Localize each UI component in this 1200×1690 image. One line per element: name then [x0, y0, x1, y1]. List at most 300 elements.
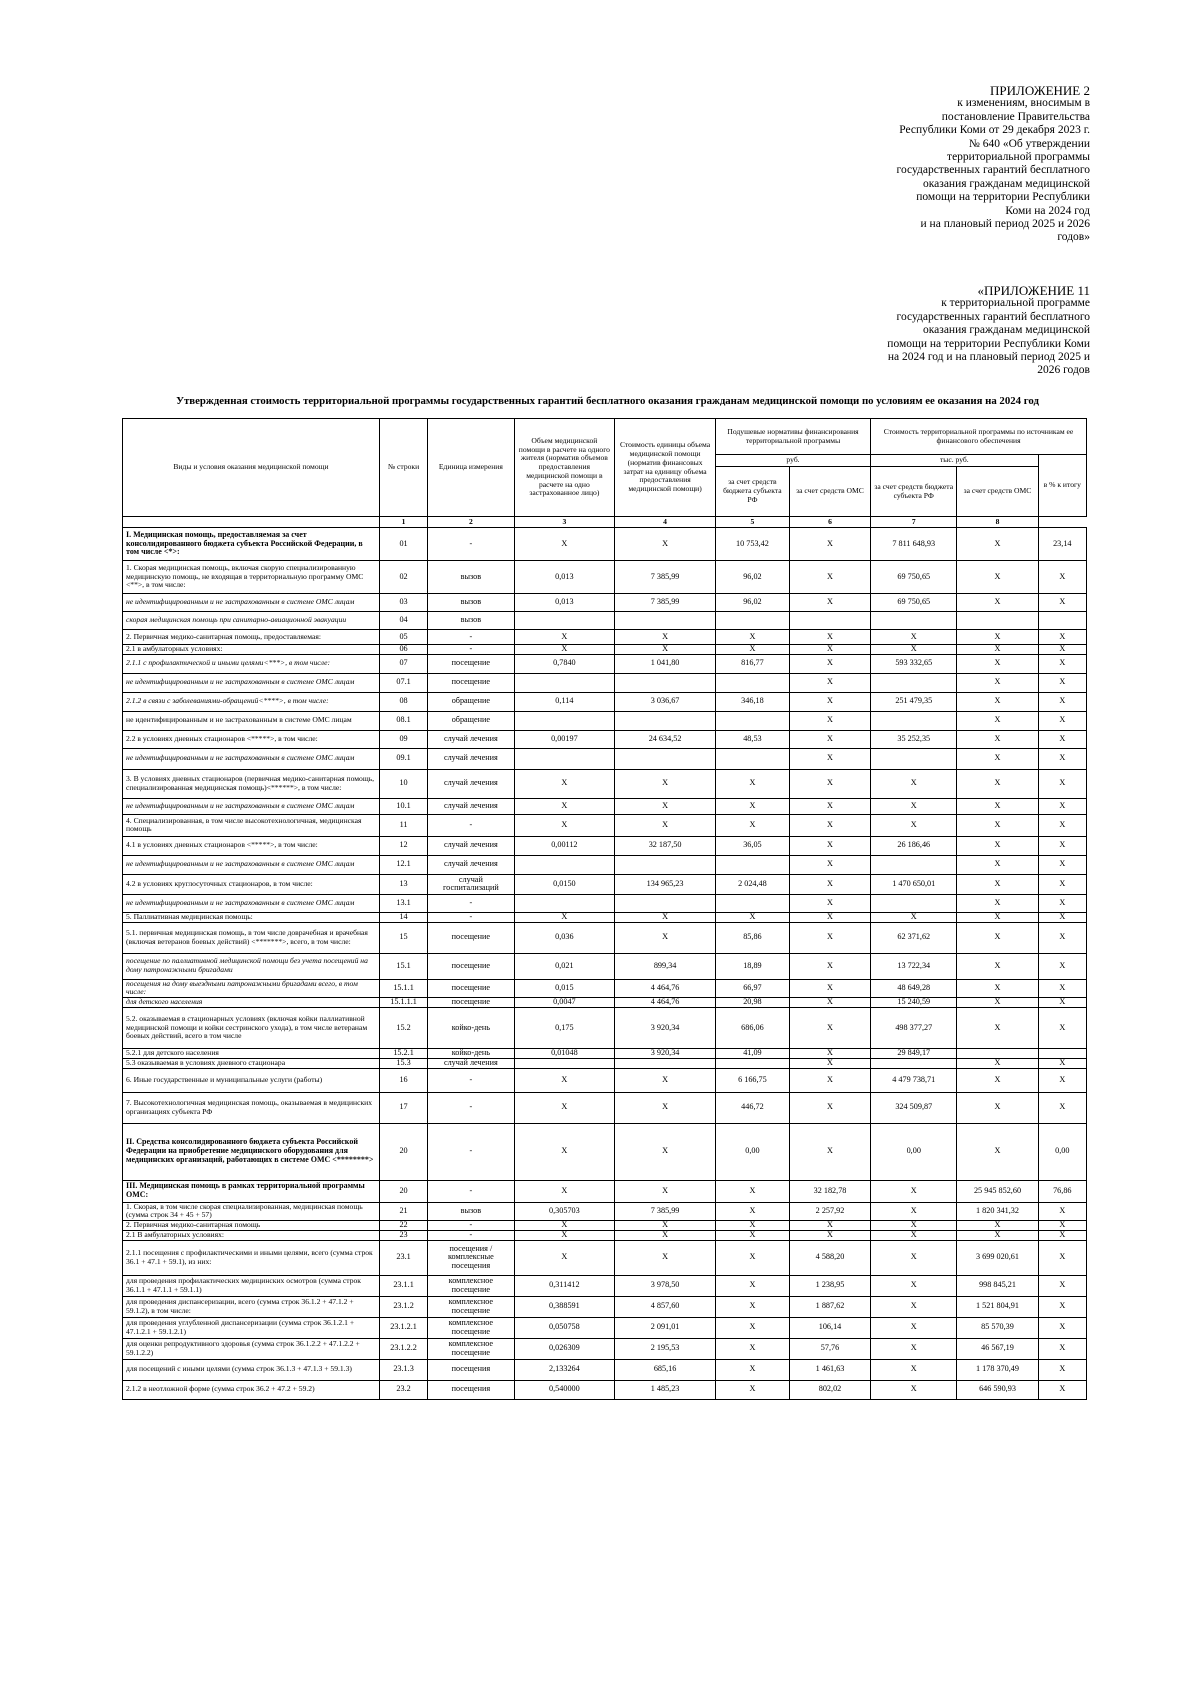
- row-unit: -: [428, 814, 514, 836]
- row-value: X: [1038, 836, 1086, 855]
- table-row: [123, 673, 1087, 692]
- row-value: X: [1038, 1240, 1086, 1275]
- row-value: X: [715, 630, 789, 645]
- row-number: 15.1: [379, 953, 427, 979]
- column-number: 7: [871, 517, 957, 528]
- row-value: 4 479 738,71: [871, 1068, 957, 1092]
- table-row: [123, 630, 1087, 645]
- row-unit: койко-день: [428, 1048, 514, 1058]
- row-value: [615, 748, 716, 769]
- row-value: 1 521 804,91: [957, 1296, 1038, 1317]
- row-value: 6 166,75: [715, 1068, 789, 1092]
- table-row: [123, 1123, 1087, 1180]
- table-row: [123, 561, 1087, 594]
- row-unit: -: [428, 528, 514, 561]
- row-unit: -: [428, 912, 514, 922]
- row-value: 3 036,67: [615, 692, 716, 711]
- table-row: [123, 594, 1087, 612]
- row-unit: посещения / комплексные посещения: [428, 1240, 514, 1275]
- row-unit: -: [428, 1180, 514, 1202]
- row-unit: койко-день: [428, 1007, 514, 1048]
- row-label: 4.2 в условиях круглосуточных стационаров, в том числе:: [123, 874, 380, 894]
- table-body: [123, 528, 1087, 1400]
- row-value: X: [957, 894, 1038, 912]
- column-number: 1: [379, 517, 427, 528]
- row-value: X: [1038, 1296, 1086, 1317]
- row-value: X: [957, 528, 1038, 561]
- row-unit: посещения: [428, 1359, 514, 1380]
- row-value: X: [1038, 1380, 1086, 1399]
- row-value: X: [1038, 1230, 1086, 1240]
- col-pct-header: в % к итогу: [1038, 455, 1086, 517]
- row-value: X: [957, 953, 1038, 979]
- row-value: X: [789, 748, 870, 769]
- row-value: X: [1038, 979, 1086, 998]
- appendix-text-2: к территориальной программе государственных гарантий бесплатного оказания гражданам медицинской помощи на территории Республики Коми на 2024 год и на плановый период 2025 и 2026 годов: [887, 297, 1090, 377]
- row-value: 32 187,50: [615, 836, 716, 855]
- row-value: X: [789, 654, 870, 673]
- row-value: [871, 894, 957, 912]
- row-value: X: [871, 1221, 957, 1231]
- row-value: X: [789, 1230, 870, 1240]
- table-row: [123, 528, 1087, 561]
- row-value: [871, 612, 957, 630]
- row-value: 0,305703: [514, 1202, 615, 1221]
- row-value: 2,133264: [514, 1359, 615, 1380]
- row-value: 998 845,21: [957, 1275, 1038, 1296]
- row-number: 20: [379, 1180, 427, 1202]
- row-value: [514, 748, 615, 769]
- row-value: X: [514, 814, 615, 836]
- row-value: [514, 711, 615, 730]
- appendix-text-1: к изменениям, вносимым в постановление Правительства Республики Коми от 29 декабря 2023 г. № 640 «Об утверждении территориальной программы государственных гарантий бесплатного оказания гражданам медицинской помощи на территории Республики Коми на 2024 год и на плановый период 2025 и 2026 годов»: [896, 97, 1090, 244]
- row-number: 23.1.2.1: [379, 1317, 427, 1338]
- row-value: X: [789, 912, 870, 922]
- row-value: 1 178 370,49: [957, 1359, 1038, 1380]
- col-rub-header: руб.: [715, 455, 870, 467]
- row-unit: -: [428, 894, 514, 912]
- row-value: 13 722,34: [871, 953, 957, 979]
- row-value: X: [1038, 1092, 1086, 1123]
- row-value: 4 464,76: [615, 998, 716, 1008]
- row-value: 85,86: [715, 922, 789, 953]
- row-value: X: [615, 769, 716, 798]
- row-label: 1. Скорая, в том числе скорая специализированная, медицинская помощь (сумма строк 34 + 45 + 57): [123, 1202, 380, 1221]
- row-value: X: [1038, 953, 1086, 979]
- row-number: 04: [379, 612, 427, 630]
- row-value: 7 385,99: [615, 594, 716, 612]
- row-unit: случай лечения: [428, 798, 514, 814]
- row-value: 66,97: [715, 979, 789, 998]
- row-unit: -: [428, 1230, 514, 1240]
- row-value: X: [715, 814, 789, 836]
- row-value: X: [789, 561, 870, 594]
- row-value: 0,021: [514, 953, 615, 979]
- row-value: X: [615, 528, 716, 561]
- row-value: X: [514, 528, 615, 561]
- row-number: 20: [379, 1123, 427, 1180]
- row-value: 32 182,78: [789, 1180, 870, 1202]
- row-value: X: [1038, 1275, 1086, 1296]
- row-number: 17: [379, 1092, 427, 1123]
- col-trub-header: тыс. руб.: [871, 455, 1038, 467]
- row-unit: обращение: [428, 692, 514, 711]
- row-unit: посещения: [428, 1380, 514, 1399]
- row-value: [514, 612, 615, 630]
- row-value: 76,86: [1038, 1180, 1086, 1202]
- row-number: 15.3: [379, 1058, 427, 1068]
- row-value: [715, 894, 789, 912]
- row-value: 20,98: [715, 998, 789, 1008]
- row-value: 685,16: [615, 1359, 716, 1380]
- row-label: I. Медицинская помощь, предоставляемая за счет консолидированного бюджета субъекта Российской Федерации, в том числе <*>:: [123, 528, 380, 561]
- row-value: 0,0047: [514, 998, 615, 1008]
- row-number: 07: [379, 654, 427, 673]
- row-value: X: [1038, 798, 1086, 814]
- row-value: 324 509,87: [871, 1092, 957, 1123]
- row-value: 0,050758: [514, 1317, 615, 1338]
- table-row: [123, 1068, 1087, 1092]
- table-row: [123, 1221, 1087, 1231]
- row-value: [514, 894, 615, 912]
- row-value: X: [871, 1240, 957, 1275]
- row-value: 4 588,20: [789, 1240, 870, 1275]
- row-value: 0,0150: [514, 874, 615, 894]
- row-value: 3 699 020,61: [957, 1240, 1038, 1275]
- row-value: [1038, 1048, 1086, 1058]
- row-number: 21: [379, 1202, 427, 1221]
- row-value: 4 464,76: [615, 979, 716, 998]
- row-value: X: [871, 1317, 957, 1338]
- row-value: X: [789, 645, 870, 655]
- table-row: [123, 1230, 1087, 1240]
- row-number: 23.1.3: [379, 1359, 427, 1380]
- table-row: [123, 1380, 1087, 1399]
- row-number: 15.1.1.1: [379, 998, 427, 1008]
- table-row: [123, 798, 1087, 814]
- row-value: X: [957, 836, 1038, 855]
- row-value: X: [615, 645, 716, 655]
- row-number: 13: [379, 874, 427, 894]
- appendix-header-1: [897, 84, 1090, 245]
- row-value: X: [789, 894, 870, 912]
- row-value: X: [514, 630, 615, 645]
- row-value: 0,036: [514, 922, 615, 953]
- row-value: X: [957, 630, 1038, 645]
- row-value: 69 750,65: [871, 561, 957, 594]
- row-value: 0,540000: [514, 1380, 615, 1399]
- row-value: X: [789, 1007, 870, 1048]
- row-value: 3 978,50: [615, 1275, 716, 1296]
- row-value: 0,7840: [514, 654, 615, 673]
- row-number: 08.1: [379, 711, 427, 730]
- row-number: 16: [379, 1068, 427, 1092]
- row-label: для проведения углубленной диспансеризации (сумма строк 36.1.2.1 + 47.1.2.1 + 59.1.2.1): [123, 1317, 380, 1338]
- row-number: 09: [379, 730, 427, 748]
- document-title: Утвержденная стоимость территориальной программы государственных гарантий бесплатного оказания гражданам медицинской помощи по условиям ее оказания на 2024 год: [176, 395, 1039, 407]
- row-value: X: [957, 711, 1038, 730]
- row-value: X: [1038, 748, 1086, 769]
- table-row: [123, 855, 1087, 874]
- row-value: [715, 1058, 789, 1068]
- row-value: X: [871, 630, 957, 645]
- appendix-title-1: ПРИЛОЖЕНИЕ 2: [990, 83, 1090, 98]
- row-value: X: [789, 855, 870, 874]
- row-unit: -: [428, 1123, 514, 1180]
- row-unit: вызов: [428, 594, 514, 612]
- row-value: [514, 855, 615, 874]
- row-value: X: [615, 1092, 716, 1123]
- row-value: 0,015: [514, 979, 615, 998]
- row-unit: случай лечения: [428, 1058, 514, 1068]
- row-value: 4 857,60: [615, 1296, 716, 1317]
- row-value: X: [1038, 711, 1086, 730]
- row-value: X: [1038, 1359, 1086, 1380]
- row-number: 07.1: [379, 673, 427, 692]
- row-number: 15.2.1: [379, 1048, 427, 1058]
- row-value: X: [957, 798, 1038, 814]
- row-value: X: [1038, 1317, 1086, 1338]
- row-value: X: [789, 1221, 870, 1231]
- row-unit: комплексное посещение: [428, 1275, 514, 1296]
- table-row: [123, 836, 1087, 855]
- row-unit: посещение: [428, 979, 514, 998]
- row-value: 1 470 650,01: [871, 874, 957, 894]
- table-row: [123, 979, 1087, 998]
- row-value: X: [1038, 855, 1086, 874]
- row-value: X: [789, 630, 870, 645]
- row-value: X: [871, 1338, 957, 1359]
- row-number: 06: [379, 645, 427, 655]
- row-value: X: [715, 645, 789, 655]
- row-value: X: [871, 769, 957, 798]
- table-row: [123, 1180, 1087, 1202]
- table-row: [123, 769, 1087, 798]
- row-unit: вызов: [428, 1202, 514, 1221]
- row-value: 899,34: [615, 953, 716, 979]
- row-number: 23: [379, 1230, 427, 1240]
- row-number: 13.1: [379, 894, 427, 912]
- col-budget-header: за счет средств бюджета субъекта РФ: [871, 467, 957, 517]
- table-row: [123, 1007, 1087, 1048]
- row-value: 1 041,80: [615, 654, 716, 673]
- column-number: 2: [428, 517, 514, 528]
- row-value: X: [715, 1359, 789, 1380]
- row-value: X: [1038, 894, 1086, 912]
- row-value: X: [957, 769, 1038, 798]
- row-label: не идентифицированным и не застрахованным в системе ОМС лицам: [123, 855, 380, 874]
- row-value: 0,00: [715, 1123, 789, 1180]
- row-value: 346,18: [715, 692, 789, 711]
- row-value: X: [789, 1123, 870, 1180]
- row-unit: вызов: [428, 612, 514, 630]
- row-label: 5.2. оказываемая в стационарных условиях (включая койки паллиативной медицинской помощи и койки сестринского ухода), в том числе ветеранам боевых действий, всего в том числе: [123, 1007, 380, 1048]
- row-value: X: [715, 1202, 789, 1221]
- row-value: X: [1038, 1202, 1086, 1221]
- row-value: X: [789, 998, 870, 1008]
- row-value: X: [957, 748, 1038, 769]
- col-budget-header: за счет средств бюджета субъекта РФ: [715, 467, 789, 517]
- row-value: X: [715, 912, 789, 922]
- row-unit: -: [428, 1221, 514, 1231]
- row-label: 5. Паллиативная медицинская помощь:: [123, 912, 380, 922]
- row-number: 12.1: [379, 855, 427, 874]
- row-value: X: [789, 1058, 870, 1068]
- column-number: 3: [514, 517, 615, 528]
- table-row: [123, 1296, 1087, 1317]
- row-value: [871, 1058, 957, 1068]
- column-number: 8: [957, 517, 1038, 528]
- table-row: [123, 748, 1087, 769]
- row-value: 23,14: [1038, 528, 1086, 561]
- row-value: X: [789, 979, 870, 998]
- row-value: X: [1038, 912, 1086, 922]
- column-number-empty: [123, 517, 380, 528]
- row-value: 1 485,23: [615, 1380, 716, 1399]
- table-row: [123, 654, 1087, 673]
- row-value: [514, 1058, 615, 1068]
- row-number: 03: [379, 594, 427, 612]
- row-value: X: [715, 1180, 789, 1202]
- table-row: [123, 814, 1087, 836]
- row-number: 23.1.2: [379, 1296, 427, 1317]
- row-value: X: [615, 912, 716, 922]
- row-unit: комплексное посещение: [428, 1317, 514, 1338]
- row-value: X: [789, 1048, 870, 1058]
- row-value: X: [957, 998, 1038, 1008]
- row-value: [715, 673, 789, 692]
- row-number: 22: [379, 1221, 427, 1231]
- row-label: для посещений с иными целями (сумма строк 36.1.3 + 47.1.3 + 59.1.3): [123, 1359, 380, 1380]
- row-value: X: [1038, 594, 1086, 612]
- column-number: 5: [715, 517, 789, 528]
- row-value: 686,06: [715, 1007, 789, 1048]
- row-value: X: [514, 1221, 615, 1231]
- row-value: 18,89: [715, 953, 789, 979]
- row-value: X: [1038, 814, 1086, 836]
- row-value: X: [615, 1180, 716, 1202]
- row-number: 23.1.1: [379, 1275, 427, 1296]
- row-unit: -: [428, 1068, 514, 1092]
- row-value: X: [514, 798, 615, 814]
- row-number: 08: [379, 692, 427, 711]
- row-value: 35 252,35: [871, 730, 957, 748]
- row-value: 802,02: [789, 1380, 870, 1399]
- row-value: 62 371,62: [871, 922, 957, 953]
- row-number: 10.1: [379, 798, 427, 814]
- row-value: [715, 855, 789, 874]
- row-value: X: [1038, 1338, 1086, 1359]
- row-value: X: [789, 1092, 870, 1123]
- row-value: 0,114: [514, 692, 615, 711]
- col-oms-header: за счет средств ОМС: [957, 467, 1038, 517]
- row-value: X: [957, 561, 1038, 594]
- row-unit: обращение: [428, 711, 514, 730]
- row-value: X: [871, 1296, 957, 1317]
- row-value: X: [1038, 630, 1086, 645]
- row-number: 23.1: [379, 1240, 427, 1275]
- row-value: X: [871, 1230, 957, 1240]
- column-number: 4: [615, 517, 716, 528]
- row-number: 14: [379, 912, 427, 922]
- row-value: 0,013: [514, 561, 615, 594]
- table-row: [123, 998, 1087, 1008]
- row-unit: случай госпитализаций: [428, 874, 514, 894]
- row-number: 15.2: [379, 1007, 427, 1048]
- row-value: X: [615, 798, 716, 814]
- table-row: [123, 1058, 1087, 1068]
- row-value: X: [957, 645, 1038, 655]
- row-value: X: [615, 630, 716, 645]
- row-value: X: [957, 979, 1038, 998]
- row-value: X: [789, 814, 870, 836]
- row-value: 816,77: [715, 654, 789, 673]
- table-row: [123, 1317, 1087, 1338]
- row-value: [615, 711, 716, 730]
- table-row: [123, 953, 1087, 979]
- row-value: [789, 612, 870, 630]
- row-value: X: [789, 692, 870, 711]
- row-value: X: [957, 1123, 1038, 1180]
- table-row: [123, 711, 1087, 730]
- row-label: 2. Первичная медико-санитарная помощь, предоставляемая:: [123, 630, 380, 645]
- row-unit: комплексное посещение: [428, 1338, 514, 1359]
- row-value: 24 634,52: [615, 730, 716, 748]
- row-label: не идентифицированным и не застрахованным в системе ОМС лицам: [123, 594, 380, 612]
- row-value: [615, 1058, 716, 1068]
- row-value: 41,09: [715, 1048, 789, 1058]
- row-value: X: [957, 922, 1038, 953]
- row-value: 0,00: [871, 1123, 957, 1180]
- table-row: [123, 912, 1087, 922]
- row-value: 48 649,28: [871, 979, 957, 998]
- row-number: 23.1.2.2: [379, 1338, 427, 1359]
- row-value: 85 570,39: [957, 1317, 1038, 1338]
- row-value: X: [615, 922, 716, 953]
- row-value: 48,53: [715, 730, 789, 748]
- row-label: 5.2.1 для детского населения: [123, 1048, 380, 1058]
- row-value: X: [1038, 1007, 1086, 1048]
- row-label: 2.1.2 в неотложной форме (сумма строк 36.2 + 47.2 + 59.2): [123, 1380, 380, 1399]
- row-value: X: [871, 1180, 957, 1202]
- row-value: X: [1038, 998, 1086, 1008]
- row-value: X: [1038, 654, 1086, 673]
- row-value: X: [871, 645, 957, 655]
- row-value: X: [957, 1092, 1038, 1123]
- row-value: [615, 855, 716, 874]
- row-value: X: [715, 1380, 789, 1399]
- row-label: 2.1 в амбулаторных условиях:: [123, 645, 380, 655]
- row-value: 15 240,59: [871, 998, 957, 1008]
- row-value: X: [871, 1359, 957, 1380]
- row-value: 446,72: [715, 1092, 789, 1123]
- row-label: 2.1.1 с профилактической и иными целями<***>, в том числе:: [123, 654, 380, 673]
- row-value: [615, 894, 716, 912]
- table-row: [123, 1359, 1087, 1380]
- table-row: [123, 1240, 1087, 1275]
- row-value: [1038, 612, 1086, 630]
- row-value: 0,01048: [514, 1048, 615, 1058]
- row-value: 26 186,46: [871, 836, 957, 855]
- row-value: X: [1038, 922, 1086, 953]
- table-row: [123, 1338, 1087, 1359]
- appendix-title-2: «ПРИЛОЖЕНИЕ 11: [977, 283, 1090, 298]
- row-value: X: [789, 528, 870, 561]
- row-unit: -: [428, 645, 514, 655]
- row-value: [871, 673, 957, 692]
- row-value: X: [715, 1240, 789, 1275]
- row-value: X: [957, 730, 1038, 748]
